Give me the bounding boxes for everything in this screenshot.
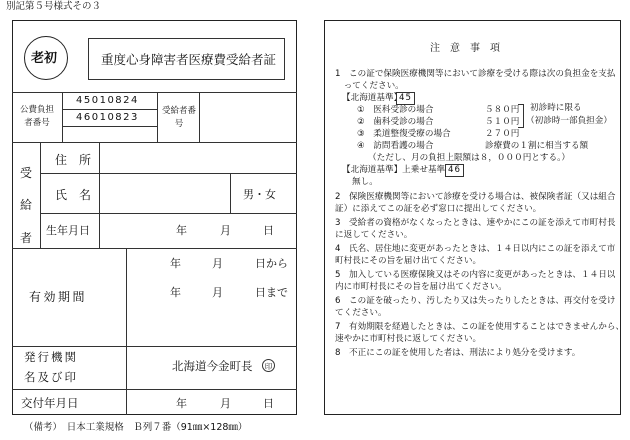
note-5-line-2: 内に市町村長にその旨を届け出てください。 [335, 282, 507, 292]
note-6-line-2: てください。 [335, 308, 387, 318]
valid-until-month: 月 [212, 286, 223, 299]
dob-label: 生年月日 [46, 224, 90, 237]
recipient-vertical-label [20, 157, 32, 254]
valid-until-day: 日まで [255, 286, 288, 299]
note-3-line-2: に返してください。 [335, 230, 413, 240]
dob-month: 月 [220, 224, 231, 237]
issuer-label-1: 発行機関 [24, 350, 78, 364]
notes-title: 注 意 事 項 [430, 43, 500, 54]
bracket [518, 104, 524, 128]
dob-year: 年 [176, 224, 187, 237]
valid-period-label: 有効期間 [29, 290, 88, 304]
amount-visiting-nurse: 診療費の１割に相当する額 [485, 141, 589, 151]
note-6-line-1: 6 この証を破ったり、汚したり又は失ったりしたときは、再交付を受け [335, 296, 616, 306]
payer-label-text: 公費負担者番号 [19, 105, 54, 129]
item-judo: ③ 柔道整復受療の場合 [357, 129, 451, 139]
note-1-line-1: 1 この証で保険医療機関等において診療を受ける際は次の負担金を支払 [335, 69, 616, 79]
issue-month: 月 [220, 397, 231, 410]
recipient-number-label [162, 105, 196, 131]
amount-dental: ５１０円 [485, 117, 520, 127]
note-5-line-1: 5 加入している医療保険又はその内容に変更があったときは、１４日以 [335, 270, 616, 280]
payer-number-label [17, 104, 57, 130]
form-number-label: 別記第５号様式その３ [6, 1, 102, 12]
recipient-vertical-text: 受給者 [20, 166, 33, 245]
valid-from-year: 年 [170, 257, 181, 270]
footer-note: （備考） 日本工業規格 Ｂ列７番（91㎜×128㎜） [24, 422, 248, 433]
item-medical: ① 医科受診の場合 [357, 105, 434, 115]
valid-until-year: 年 [170, 286, 181, 299]
note-2-line-1: 2 保険医療機関等において診療を受ける場合は、被保険者証（又は組合 [335, 192, 616, 202]
bracket-note-1: 初診時に限る [530, 103, 582, 113]
note-7-line-1: 7 有効期限を経過したときは、この証を使用することはできませんから、 [335, 322, 625, 332]
note-4-line-2: 町村長にその旨を届け出てください。 [335, 256, 482, 266]
badge-text: 老初 [31, 51, 58, 66]
recipient-label-text: 受給者番号 [162, 106, 197, 130]
issuer-name: 北海道今金町長 [172, 359, 253, 373]
hokkaido-standard-label: 【北海道基準】 [342, 93, 403, 103]
note-8-line-1: 8 不正にこの証を使用した者は、刑法により処分を受けます。 [335, 348, 581, 358]
note-1-line-2: ってください。 [335, 81, 404, 91]
standard-code-45: 45 [396, 92, 415, 105]
note-2-line-2: 証）に添えてこの証を必ず窓口に提出してください。 [335, 204, 542, 214]
issue-date-label: 交付年月日 [21, 396, 79, 410]
issue-year: 年 [176, 397, 187, 410]
additional-standard-label: 【北海道基準】上乗せ基準 [342, 165, 446, 175]
address-label: 住 所 [55, 153, 92, 167]
dob-day: 日 [263, 224, 274, 237]
standard-code-46: 46 [445, 164, 464, 177]
note-7-line-2: 速やかに市町村長に返してください。 [335, 334, 482, 344]
gender-options: 男・女 [243, 188, 276, 201]
monthly-cap-note: （ただし、月の負担上限額は８，０００円とする。） [368, 153, 570, 163]
bracket-note-2: （初診時一部負担金） [526, 116, 612, 126]
item-dental: ② 歯科受診の場合 [357, 117, 434, 127]
amount-medical: ５８０円 [485, 105, 520, 115]
name-label: 氏 名 [55, 188, 92, 202]
note-3-line-1: 3 受給者の資格がなくなったときは、速やかにこの証を添えて市町村長 [335, 218, 616, 228]
note-4-line-1: 4 氏名、居住地に変更があったときは、１４日以内にこの証を添えて市 [335, 244, 616, 254]
valid-from-month: 月 [212, 257, 223, 270]
amount-judo: ２７０円 [485, 129, 520, 139]
valid-from-day: 日から [255, 257, 288, 270]
card-title: 重度心身障害者医療費受給者証 [101, 52, 277, 67]
additional-none: 無し。 [352, 177, 378, 187]
issuer-label-2: 名及び印 [24, 370, 78, 384]
item-visiting-nurse: ④ 訪問看護の場合 [357, 141, 434, 151]
seal-mark: 印 [262, 359, 275, 372]
payer-number-2: 46010823 [76, 112, 139, 123]
payer-number-1: 45010824 [76, 95, 139, 106]
issue-day: 日 [263, 397, 274, 410]
